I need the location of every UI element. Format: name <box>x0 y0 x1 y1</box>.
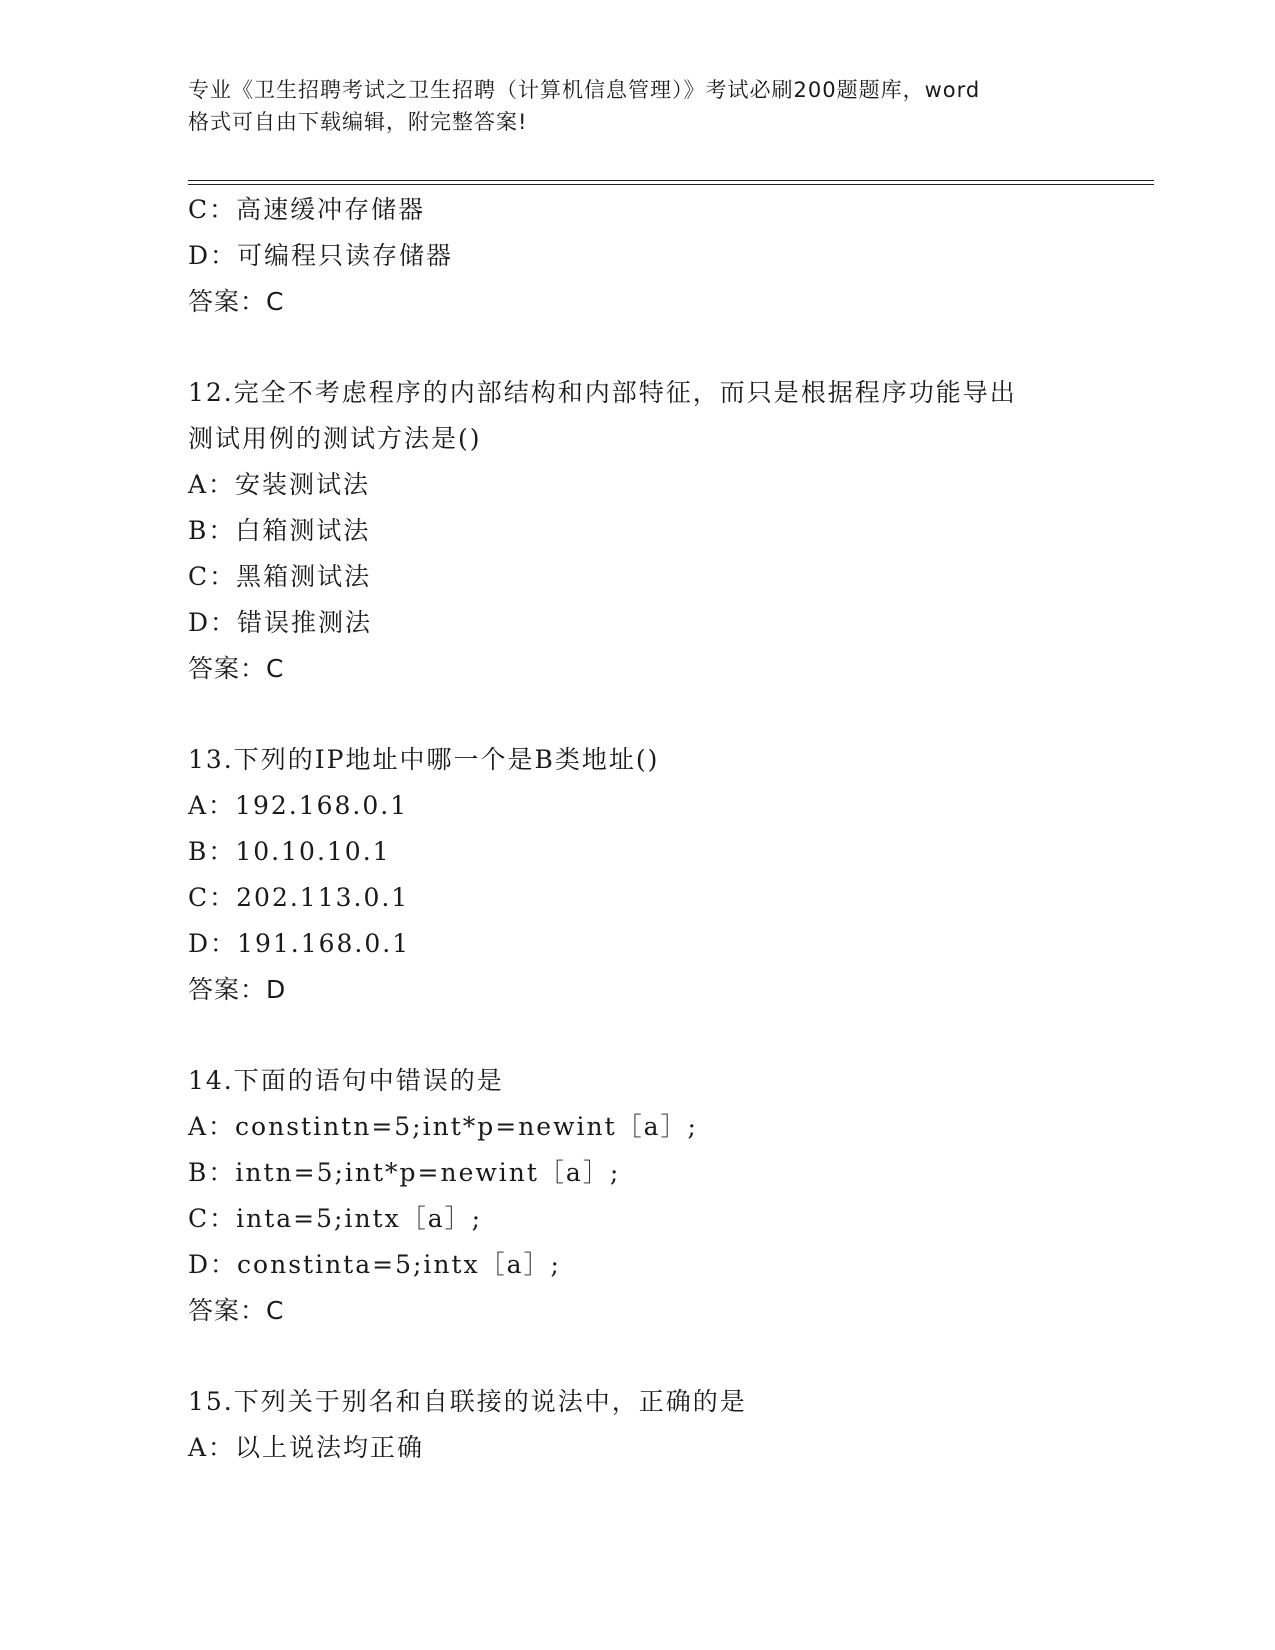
question-11-tail <box>188 187 1088 325</box>
spacer <box>188 325 1088 370</box>
option-c: C：黑箱测试法 <box>188 562 372 591</box>
option-d: D：可编程只读存储器 <box>188 241 454 270</box>
answer-line: 答案：C <box>188 654 285 683</box>
option-b: B：白箱测试法 <box>188 516 371 545</box>
option-a: A：192.168.0.1 <box>188 791 409 820</box>
option-a: A：以上说法均正确 <box>188 1433 425 1462</box>
header-line-1: 专业《卫生招聘考试之卫生招聘（计算机信息管理）》考试必刷200题题库，word <box>188 78 981 102</box>
question-stem: 13.下列的IP地址中哪一个是B类地址() <box>188 745 660 774</box>
question-stem-continued: 测试用例的测试方法是() <box>188 424 482 453</box>
answer-line: 答案：D <box>188 975 287 1004</box>
option-a: A：安装测试法 <box>188 470 371 499</box>
option-b: B：10.10.10.1 <box>188 837 391 866</box>
option-d: D：constinta=5;intx［a］; <box>188 1250 561 1279</box>
question-stem: 12.完全不考虑程序的内部结构和内部特征，而只是根据程序功能导出 <box>188 378 1017 407</box>
question-12 <box>188 370 1088 692</box>
question-14 <box>188 1058 1088 1334</box>
header-divider-top <box>188 180 1154 181</box>
spacer <box>188 692 1088 737</box>
question-13 <box>188 737 1088 1013</box>
option-d: D：191.168.0.1 <box>188 929 411 958</box>
answer-line: 答案：C <box>188 1296 285 1325</box>
spacer <box>188 1013 1088 1058</box>
option-c: C：202.113.0.1 <box>188 883 410 912</box>
option-a: A：constintn=5;int*p=newint［a］; <box>188 1112 698 1141</box>
document-header <box>188 74 1088 138</box>
option-b: B：intn=5;int*p=newint［a］; <box>188 1158 621 1187</box>
question-stem: 15.下列关于别名和自联接的说法中，正确的是 <box>188 1387 747 1416</box>
header-divider-bottom <box>188 184 1154 185</box>
answer-line: 答案：C <box>188 287 285 316</box>
option-d: D：错误推测法 <box>188 608 373 637</box>
question-15 <box>188 1379 1088 1471</box>
question-stem: 14.下面的语句中错误的是 <box>188 1066 504 1095</box>
header-line-2: 格式可自由下载编辑，附完整答案! <box>188 110 528 134</box>
option-c: C：inta=5;intx［a］; <box>188 1204 483 1233</box>
question-list <box>188 187 1088 1471</box>
option-c: C：高速缓冲存储器 <box>188 195 426 224</box>
spacer <box>188 1334 1088 1379</box>
